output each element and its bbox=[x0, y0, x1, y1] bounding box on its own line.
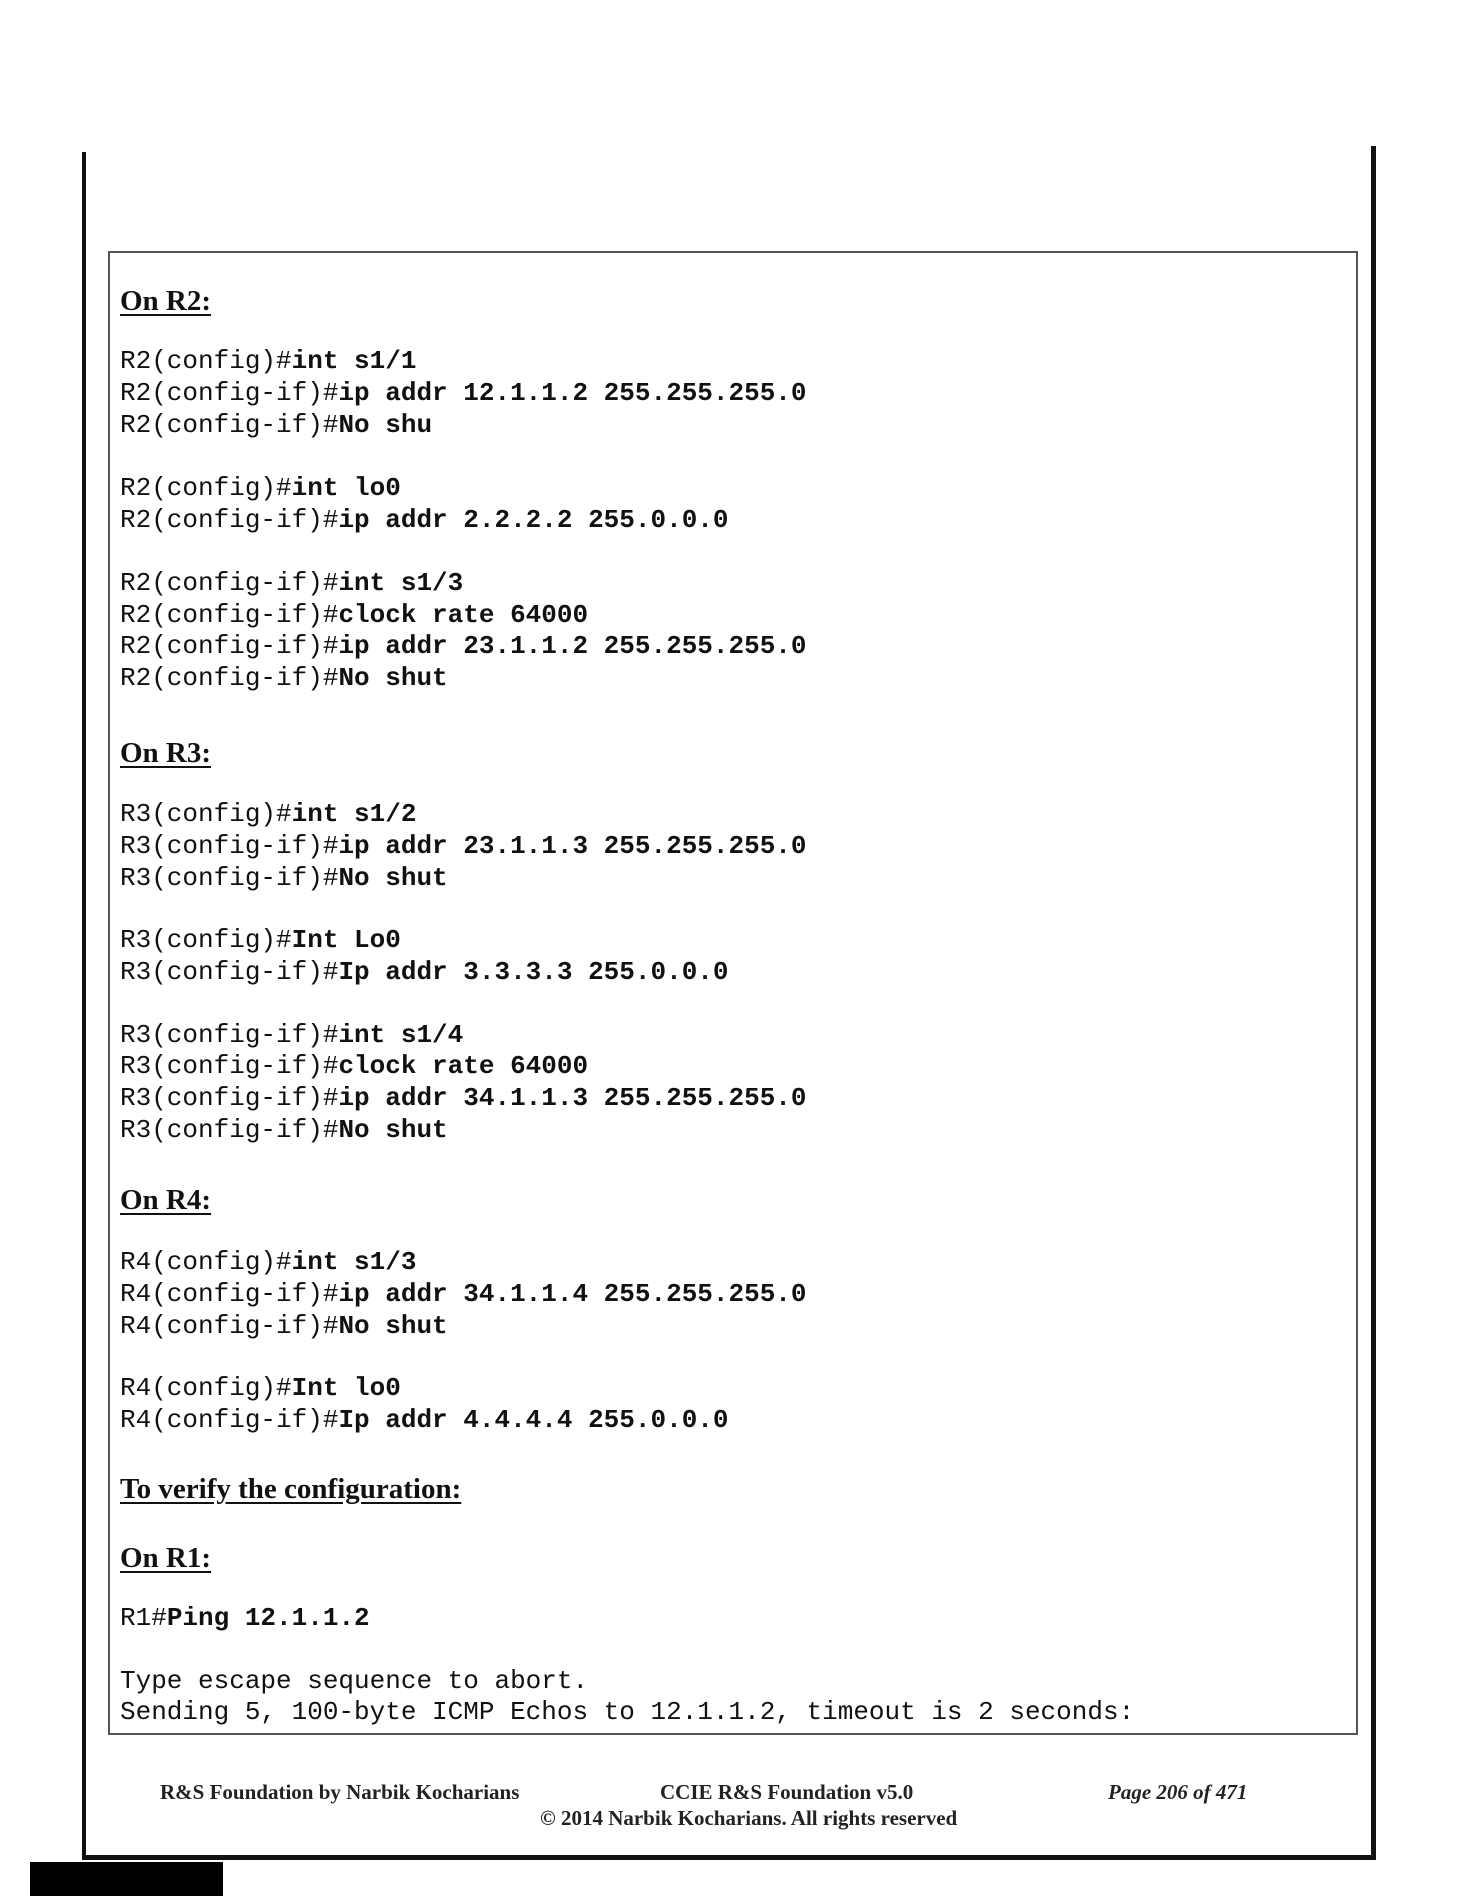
code-prompt: R4(config-if)# bbox=[120, 1279, 339, 1309]
code-prompt: R3(config)# bbox=[120, 925, 292, 955]
code-line bbox=[120, 862, 448, 894]
code-prompt: R3(config-if)# bbox=[120, 1020, 339, 1050]
code-line bbox=[120, 662, 448, 694]
code-prompt: R4(config)# bbox=[120, 1373, 292, 1403]
code-prompt: R2(config-if)# bbox=[120, 600, 339, 630]
code-command: No shut bbox=[338, 663, 448, 693]
code-prompt: R2(config)# bbox=[120, 473, 292, 503]
page-footer bbox=[108, 1780, 1358, 1840]
code-line bbox=[120, 956, 729, 988]
code-prompt: R3(config-if)# bbox=[120, 957, 339, 987]
code-line bbox=[120, 1278, 807, 1310]
code-prompt: R2(config-if)# bbox=[120, 663, 339, 693]
footer-page-number: Page 206 of 471 bbox=[1108, 1780, 1248, 1804]
code-line bbox=[120, 1404, 729, 1436]
code-output: Sending 5, 100-byte ICMP Echos to 12.1.1.2, timeout is 2 seconds: bbox=[120, 1697, 1135, 1727]
code-command: No shut bbox=[338, 1311, 448, 1341]
code-prompt: R3(config-if)# bbox=[120, 863, 339, 893]
code-line bbox=[120, 1114, 448, 1146]
code-command: clock rate 64000 bbox=[338, 1051, 589, 1081]
scan-corner-block bbox=[30, 1862, 223, 1896]
code-command: int lo0 bbox=[291, 473, 401, 503]
heading-verify: To verify the configuration: bbox=[120, 1473, 462, 1505]
heading-r3: On R3: bbox=[120, 737, 212, 769]
code-command: No shut bbox=[338, 863, 448, 893]
code-line bbox=[120, 1050, 588, 1082]
code-line bbox=[120, 1082, 807, 1114]
code-command: Int lo0 bbox=[291, 1373, 401, 1403]
code-prompt: R3(config-if)# bbox=[120, 1115, 339, 1145]
code-line bbox=[120, 1246, 416, 1278]
code-command: int s1/4 bbox=[338, 1020, 464, 1050]
code-command: ip addr 34.1.1.4 255.255.255.0 bbox=[338, 1279, 807, 1309]
code-line bbox=[120, 472, 401, 504]
heading-r2: On R2: bbox=[120, 285, 212, 317]
code-prompt: R2(config-if)# bbox=[120, 505, 339, 535]
code-command: ip addr 34.1.1.3 255.255.255.0 bbox=[338, 1083, 807, 1113]
code-command: ip addr 12.1.1.2 255.255.255.0 bbox=[338, 378, 807, 408]
code-line bbox=[120, 504, 729, 536]
code-line bbox=[120, 567, 463, 599]
code-prompt: R2(config-if)# bbox=[120, 378, 339, 408]
code-prompt: R4(config-if)# bbox=[120, 1405, 339, 1435]
code-prompt: R4(config-if)# bbox=[120, 1311, 339, 1341]
code-prompt: R4(config)# bbox=[120, 1247, 292, 1277]
heading-r1: On R1: bbox=[120, 1542, 212, 1574]
code-line bbox=[120, 377, 807, 409]
code-command: Ip addr 4.4.4.4 255.0.0.0 bbox=[338, 1405, 729, 1435]
code-line bbox=[120, 1310, 448, 1342]
code-command: int s1/3 bbox=[291, 1247, 417, 1277]
code-command: ip addr 23.1.1.2 255.255.255.0 bbox=[338, 631, 807, 661]
footer-author: R&S Foundation by Narbik Kocharians bbox=[160, 1780, 520, 1804]
code-line bbox=[120, 1602, 370, 1634]
code-command: Int Lo0 bbox=[291, 925, 401, 955]
code-command: Ping 12.1.1.2 bbox=[166, 1603, 370, 1633]
code-prompt: R3(config-if)# bbox=[120, 831, 339, 861]
code-line bbox=[120, 630, 807, 662]
page-border-right bbox=[1371, 146, 1376, 1860]
code-command: Ip addr 3.3.3.3 255.0.0.0 bbox=[338, 957, 729, 987]
heading-r4: On R4: bbox=[120, 1184, 212, 1216]
code-line bbox=[120, 345, 416, 377]
code-prompt: R2(config-if)# bbox=[120, 410, 339, 440]
code-command: int s1/1 bbox=[291, 346, 417, 376]
code-prompt: R1# bbox=[120, 1603, 167, 1633]
code-command: No shu bbox=[338, 410, 433, 440]
code-prompt: R2(config)# bbox=[120, 346, 292, 376]
code-prompt: R3(config-if)# bbox=[120, 1051, 339, 1081]
code-command: int s1/2 bbox=[291, 799, 417, 829]
code-prompt: R3(config-if)# bbox=[120, 1083, 339, 1113]
code-output-line bbox=[120, 1696, 1134, 1728]
code-prompt: R3(config)# bbox=[120, 799, 292, 829]
code-line bbox=[120, 798, 416, 830]
code-line bbox=[120, 409, 432, 441]
code-prompt: R2(config-if)# bbox=[120, 568, 339, 598]
code-line bbox=[120, 1372, 401, 1404]
code-prompt: R2(config-if)# bbox=[120, 631, 339, 661]
footer-book-title: CCIE R&S Foundation v5.0 bbox=[660, 1780, 914, 1804]
code-line bbox=[120, 830, 807, 862]
code-output: Type escape sequence to abort. bbox=[120, 1666, 589, 1696]
footer-copyright: © 2014 Narbik Kocharians. All rights reserved bbox=[540, 1806, 958, 1830]
page-border-bottom bbox=[82, 1855, 1376, 1860]
code-command: clock rate 64000 bbox=[338, 600, 589, 630]
code-line bbox=[120, 1019, 463, 1051]
code-command: ip addr 23.1.1.3 255.255.255.0 bbox=[338, 831, 807, 861]
code-output-line bbox=[120, 1665, 588, 1697]
code-line bbox=[120, 924, 401, 956]
code-line bbox=[120, 599, 588, 631]
page-border-left bbox=[82, 152, 86, 1860]
code-command: ip addr 2.2.2.2 255.0.0.0 bbox=[338, 505, 729, 535]
config-content-box bbox=[108, 251, 1358, 1735]
code-command: int s1/3 bbox=[338, 568, 464, 598]
code-command: No shut bbox=[338, 1115, 448, 1145]
